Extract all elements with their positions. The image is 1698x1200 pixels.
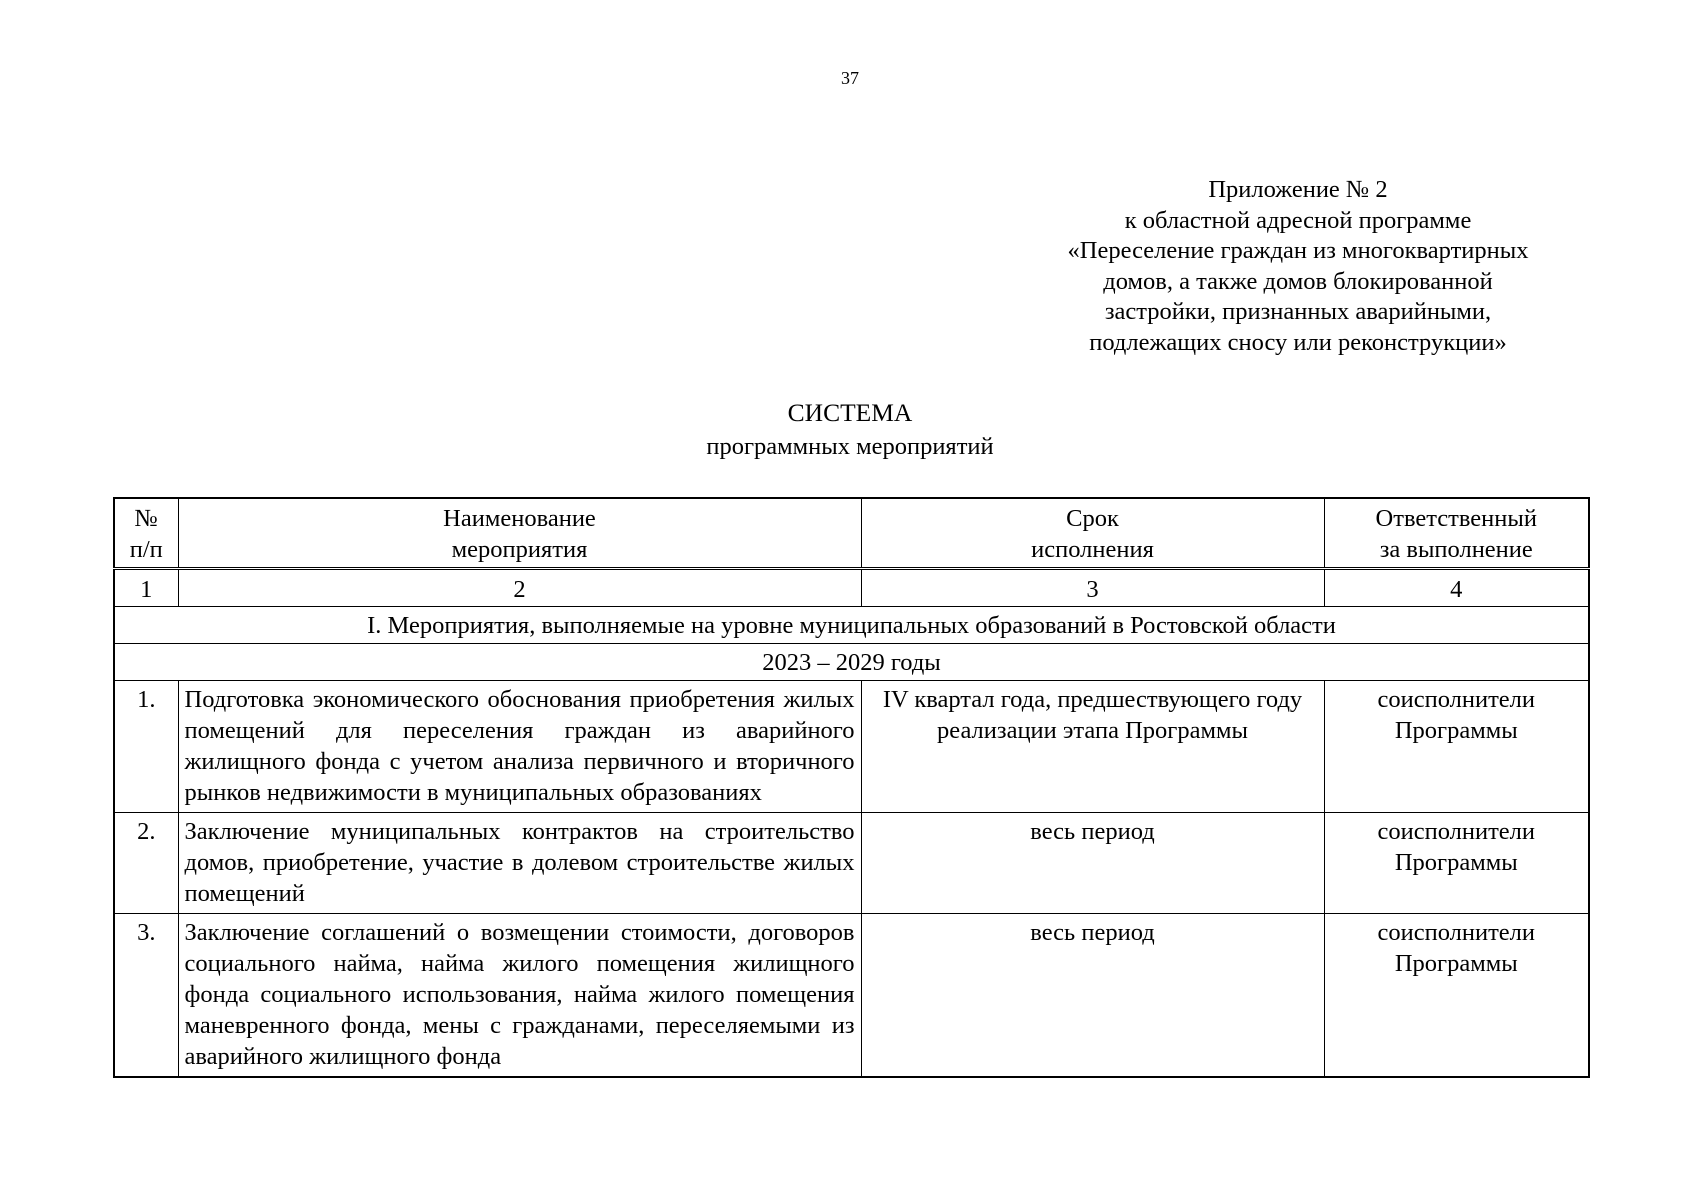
measures-table	[113, 497, 1590, 1078]
header-responsible: Ответственный за выполнение	[1324, 498, 1589, 569]
header-term: Срок исполнения	[861, 498, 1324, 569]
page-number: 37	[841, 68, 859, 88]
header-num: № п/п	[114, 498, 178, 569]
table-header-row	[114, 498, 1589, 569]
row-number: 2.	[114, 813, 178, 914]
appendix-line: подлежащих сносу или реконструкции»	[1089, 328, 1507, 356]
table-row	[114, 681, 1589, 813]
table-row	[114, 914, 1589, 1078]
document-subtitle: программных мероприятий	[706, 433, 994, 460]
column-number: 3	[861, 569, 1324, 607]
row-number: 3.	[114, 914, 178, 1078]
column-number: 4	[1324, 569, 1589, 607]
section-title-row	[114, 607, 1589, 644]
column-number: 1	[114, 569, 178, 607]
appendix-line: домов, а также домов блокированной	[1103, 267, 1493, 295]
measure-name: Подготовка экономического обоснования приобретения жилых помещений для переселения граждан из аварийного жилищного фонда с учетом анализа первичного и вторичного рынков недвижимости в муниципальных образованиях	[178, 681, 861, 813]
period-label: 2023 – 2029 годы	[114, 644, 1589, 681]
header-name: Наименование мероприятия	[178, 498, 861, 569]
appendix-line: к областной адресной программе	[1124, 206, 1472, 234]
appendix-line: застройки, признанных аварийными,	[1104, 298, 1492, 325]
section-title: I. Мероприятия, выполняемые на уровне муниципальных образований в Ростовской области	[114, 607, 1589, 644]
measure-term: IV квартал года, предшествующего году реализации этапа Программы	[861, 681, 1324, 813]
column-number: 2	[178, 569, 861, 607]
appendix-line: «Переселение граждан из многоквартирных	[1067, 237, 1529, 264]
measure-responsible: соисполнители Программы	[1324, 914, 1589, 1078]
period-row	[114, 644, 1589, 681]
appendix-line: Приложение № 2	[1208, 176, 1388, 203]
measure-term: весь период	[861, 914, 1324, 1078]
table-row	[114, 813, 1589, 914]
measure-term: весь период	[861, 813, 1324, 914]
measure-responsible: соисполнители Программы	[1324, 681, 1589, 813]
column-number-row	[114, 569, 1589, 607]
measure-name: Заключение соглашений о возмещении стоимости, договоров социального найма, найма жилого помещения жилищного фонда социального использования, найма жилого помещения маневренного фонда, мены с гражданами, переселяемыми из аварийного жилищного фонда	[178, 914, 861, 1078]
appendix-block	[1038, 175, 1558, 358]
row-number: 1.	[114, 681, 178, 813]
document-title: СИСТЕМА	[787, 398, 913, 427]
measure-name: Заключение муниципальных контрактов на строительство домов, приобретение, участие в долевом строительстве жилых помещений	[178, 813, 861, 914]
measure-responsible: соисполнители Программы	[1324, 813, 1589, 914]
